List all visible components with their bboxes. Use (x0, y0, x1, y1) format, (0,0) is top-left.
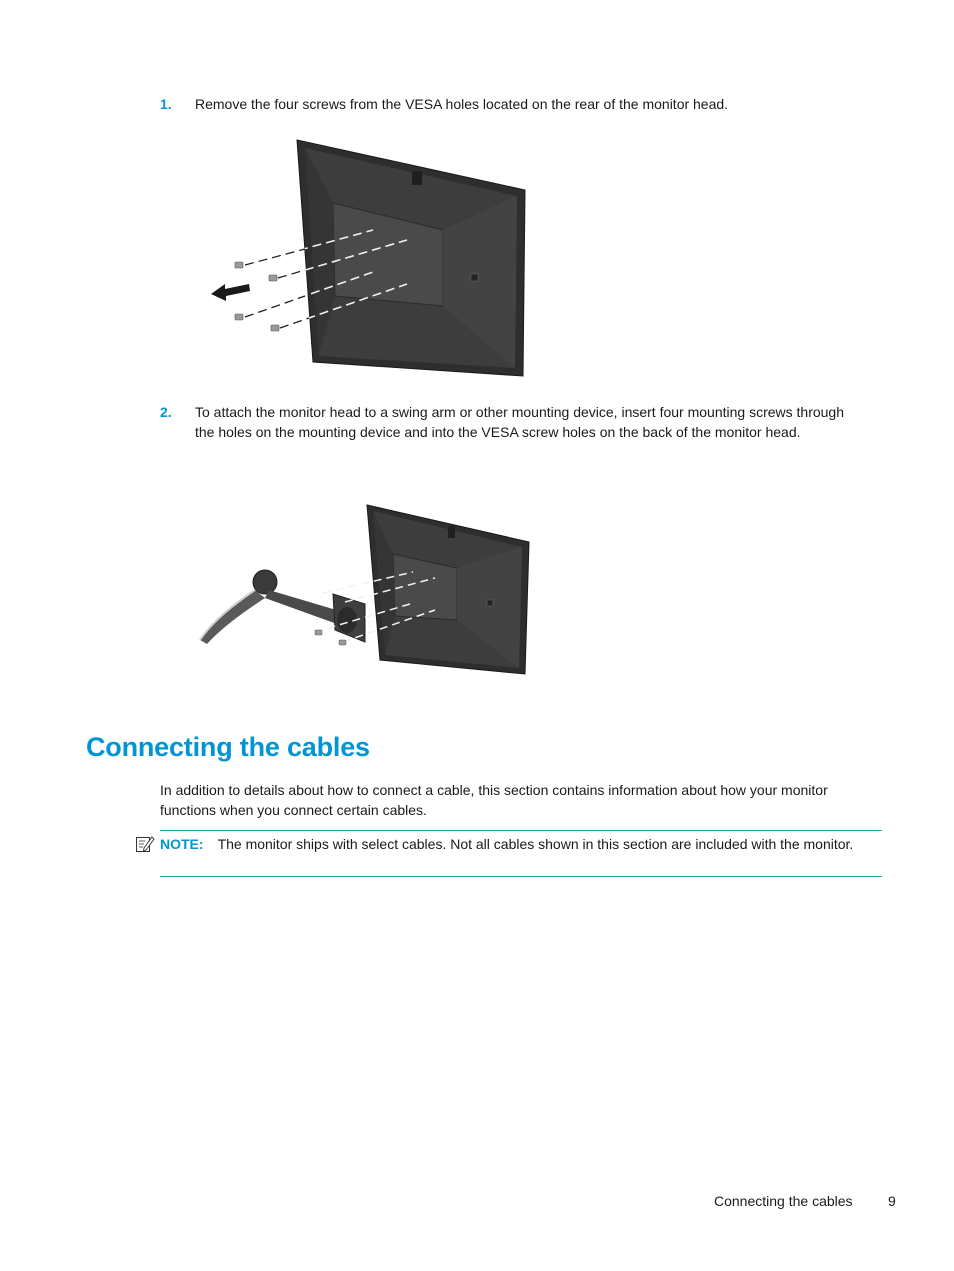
note-text: The monitor ships with select cables. Not all cables shown in this section are included with the monitor. (217, 836, 854, 852)
note-label: NOTE: (160, 836, 204, 852)
note-pencil-icon (135, 834, 155, 854)
attach-mount-illustration (195, 502, 535, 677)
step-number: 1. (160, 96, 172, 112)
footer-section-title: Connecting the cables (714, 1193, 853, 1209)
remove-screws-illustration (205, 138, 535, 380)
note-box (160, 830, 882, 877)
note-content (160, 835, 880, 855)
section-intro: In addition to details about how to connect a cable, this section contains information about how your monitor functions when you connect certain cables. (160, 782, 828, 818)
section-title: Connecting the cables (86, 732, 370, 762)
step-text: Remove the four screws from the VESA holes located on the rear of the monitor head. (195, 96, 729, 112)
step-text: To attach the monitor head to a swing arm or other mounting device, insert four mounting screws through the holes on the mounting device and into the VESA screw holes on the back of the monitor head. (195, 404, 845, 440)
step-number: 2. (160, 404, 172, 420)
page-number: 9 (888, 1193, 896, 1209)
